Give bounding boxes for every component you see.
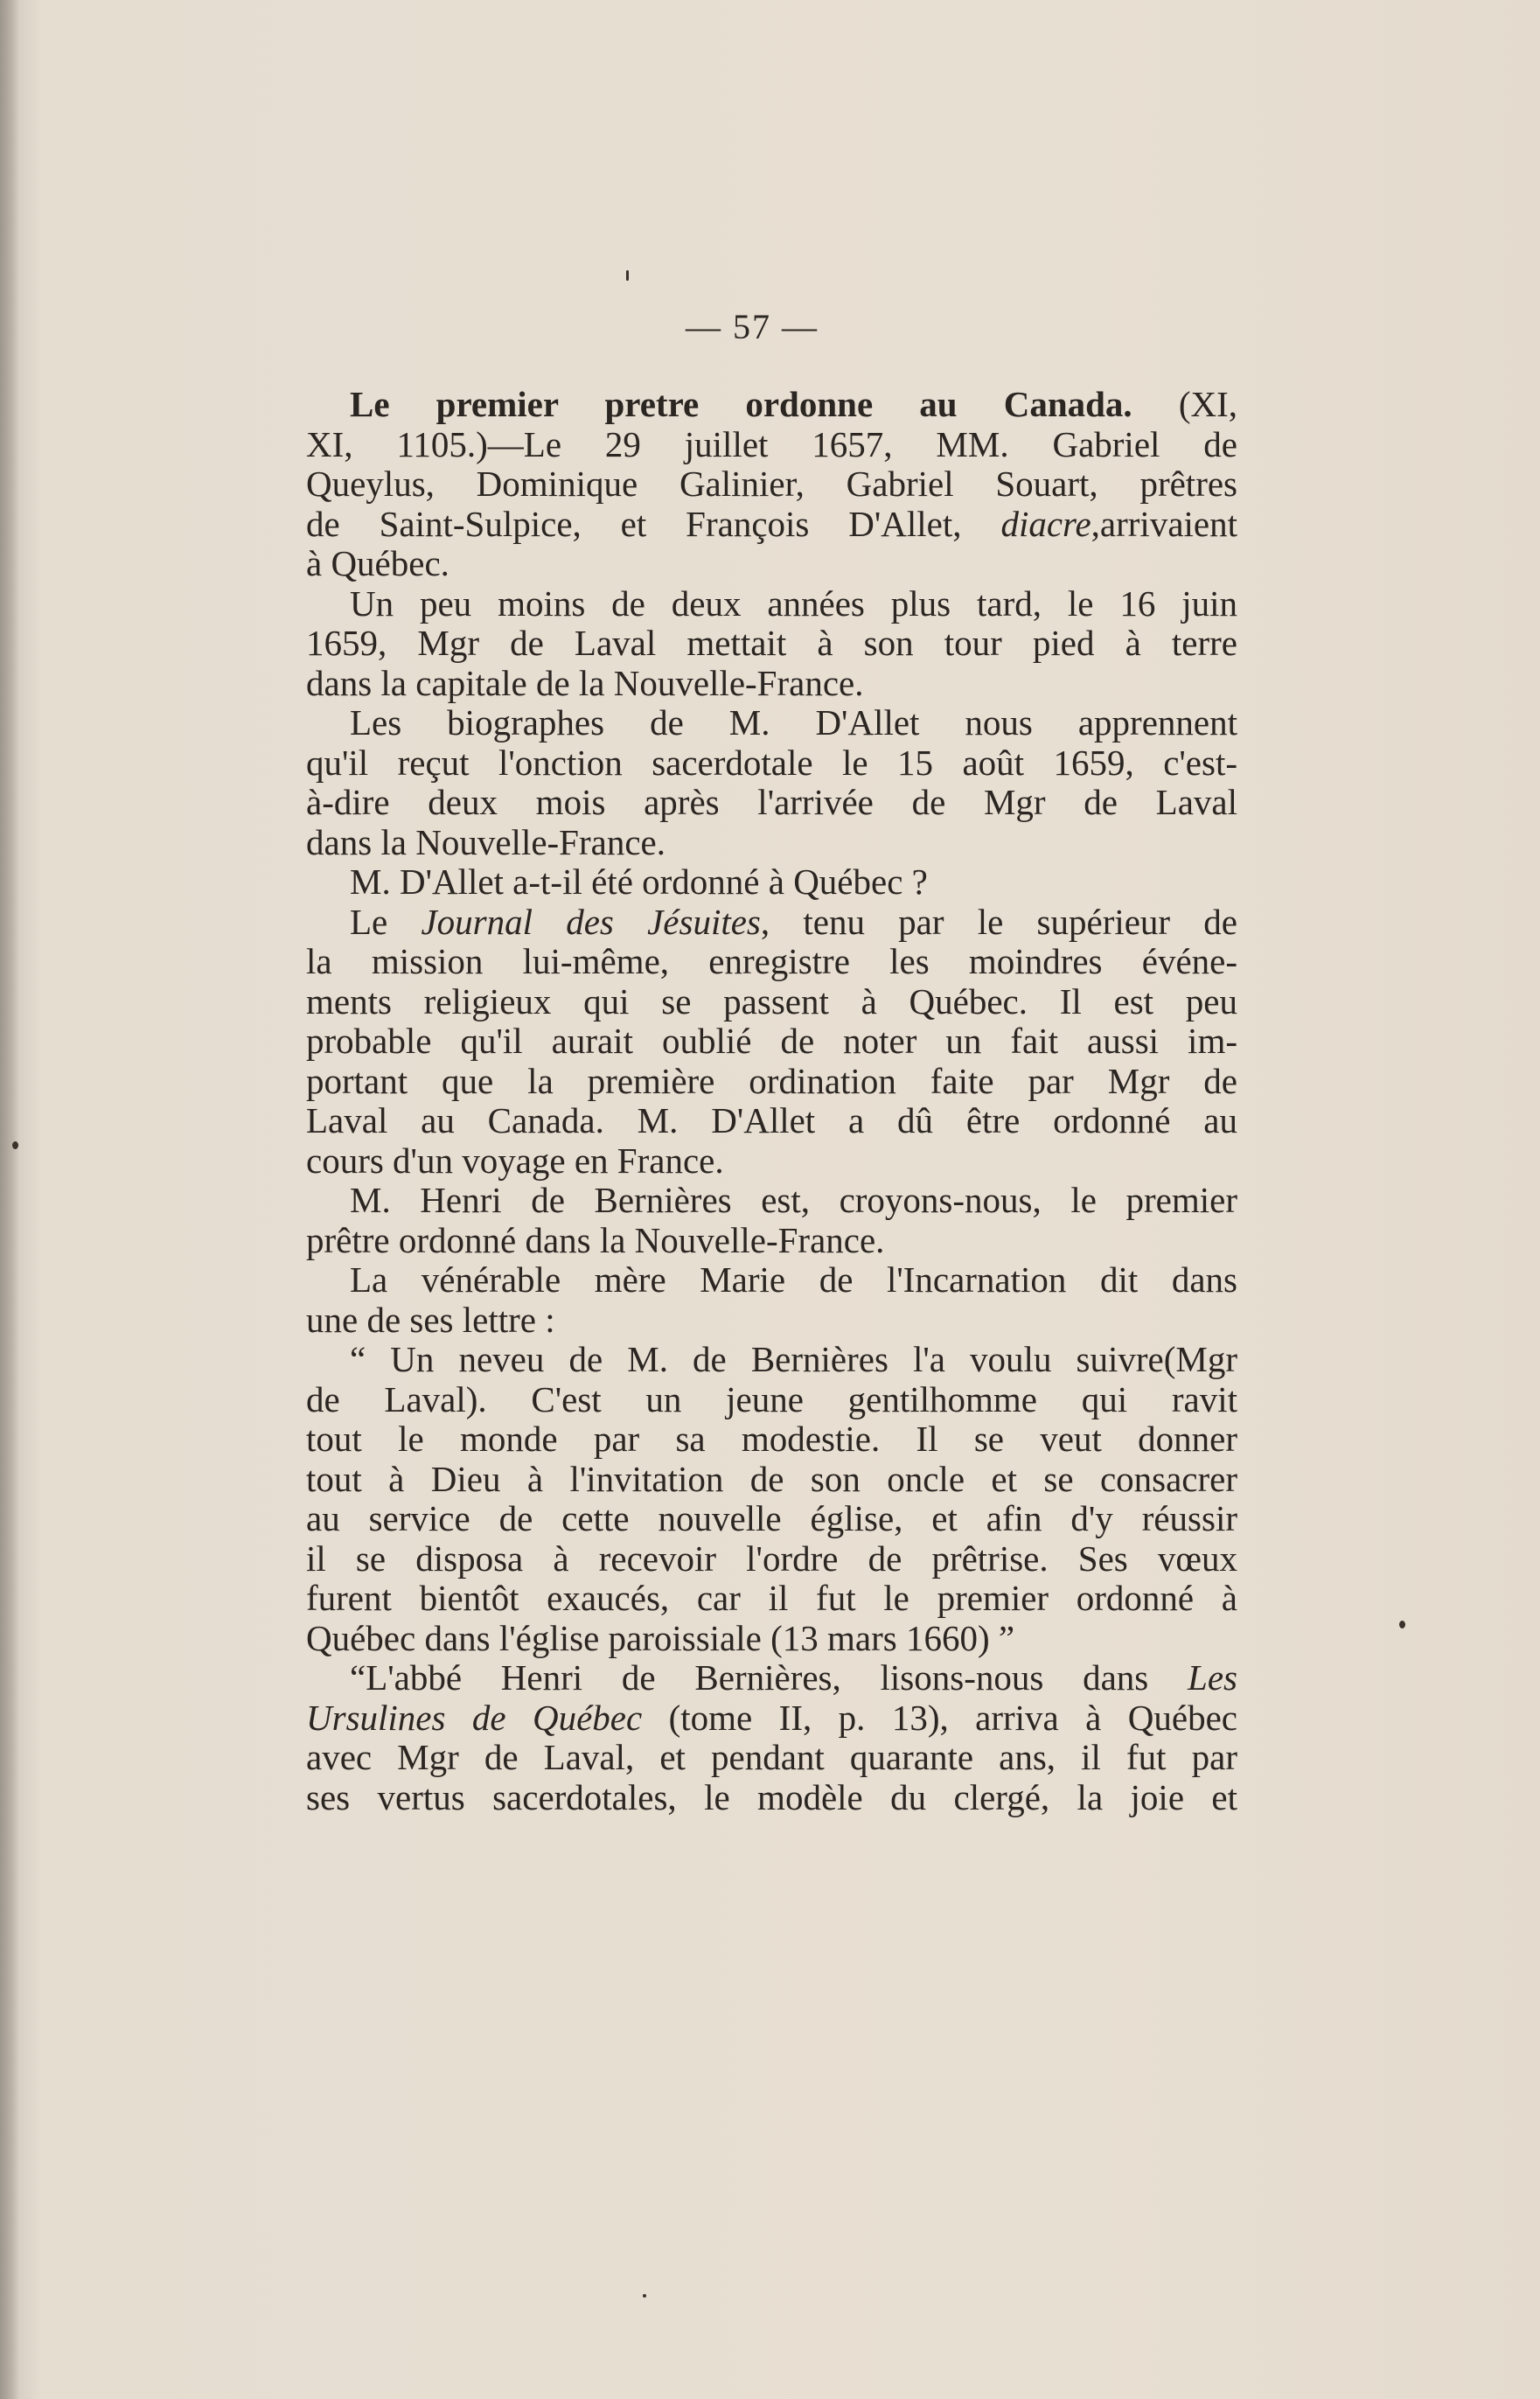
text-segment: il se disposa à recevoir l'ordre de prêtrise. Ses vœux (306, 1538, 1237, 1579)
text-segment: ses vertus sacerdotales, le modèle du clergé, la joie et (306, 1777, 1237, 1817)
binding-gutter (0, 0, 19, 2399)
text-segment: Le (350, 902, 422, 942)
text-segment: XI, 1105.)—Le 29 juillet 1657, MM. Gabriel de (306, 424, 1237, 464)
text-segment: Laval au Canada. M. D'Allet a dû être ordonné au (306, 1101, 1237, 1140)
text-line (306, 942, 1237, 982)
text-segment: (tome II, p. 13), arriva à Québec (642, 1698, 1237, 1738)
text-line (306, 425, 1237, 465)
text-segment: M. Henri de Bernières est, croyons-nous, le premier (350, 1181, 1237, 1220)
text-line (306, 385, 1237, 425)
text-segment: au service de cette nouvelle église, et afin d'y réussir (306, 1499, 1237, 1538)
text-line (306, 1101, 1237, 1141)
text-segment: de Laval). C'est un jeune gentilhomme qui ravit (306, 1379, 1237, 1419)
text-segment: probable qu'il aurait oublié de noter un fait aussi im- (306, 1022, 1237, 1061)
text-line (306, 1141, 1237, 1182)
text-segment: “L'abbé Henri de Bernières, lisons-nous dans (350, 1658, 1188, 1698)
text-segment: 1659, Mgr de Laval mettait à son tour pied à terre (306, 624, 1237, 663)
text-line (306, 1221, 1237, 1261)
text-segment: à-dire deux mois après l'arrivée de Mgr de Laval (306, 783, 1237, 822)
section-heading: Le premier pretre ordonne au Canada. (350, 385, 1132, 424)
text-line (306, 544, 1237, 584)
text-segment: (XI, (1132, 385, 1237, 424)
text-segment: Ursulines de Québec (306, 1698, 643, 1738)
text-segment: M. D'Allet a-t-il été ordonné à Québec ? (350, 862, 928, 902)
text-line (306, 1022, 1237, 1062)
ink-speck (12, 1141, 18, 1149)
text-segment: tout à Dieu à l'invitation de son oncle et se consacrer (306, 1459, 1237, 1499)
page-number: — 57 — (686, 307, 819, 346)
text-line (306, 464, 1237, 505)
text-line (306, 783, 1237, 823)
text-line (306, 1062, 1237, 1102)
text-segment: “ Un neveu de M. de Bernières l'a voulu suivre(Mgr (350, 1340, 1237, 1379)
text-line (306, 903, 1237, 943)
text-line (306, 823, 1237, 863)
text-segment: prêtre ordonné dans la Nouvelle-France. (306, 1220, 885, 1260)
text-segment: diacre (1000, 504, 1091, 544)
text-segment: cours d'un voyage en France. (306, 1140, 724, 1181)
text-line (306, 1579, 1237, 1619)
text-line (306, 1419, 1237, 1460)
text-segment: Un peu moins de deux années plus tard, le 16 juin (350, 583, 1237, 624)
text-segment: dans la capitale de la Nouvelle-France. (306, 663, 864, 703)
text-line (306, 1619, 1237, 1659)
text-line (306, 1181, 1237, 1221)
text-line (306, 1380, 1237, 1420)
text-segment: qu'il reçut l'onction sacerdotale le 15 août 1659, c'est- (306, 743, 1237, 783)
body-text (306, 385, 1237, 1817)
text-line (306, 1460, 1237, 1500)
text-segment: ,arrivaient (1091, 504, 1237, 544)
text-line (306, 584, 1237, 624)
text-line (306, 743, 1237, 784)
text-segment: dans la Nouvelle-France. (306, 822, 665, 862)
text-line (306, 1658, 1237, 1698)
text-line (306, 1778, 1237, 1818)
text-segment: de Saint-Sulpice, et François D'Allet, (306, 504, 1001, 544)
text-line (306, 1539, 1237, 1580)
text-line (306, 1260, 1237, 1301)
text-segment: portant que la première ordination faite par Mgr de (306, 1061, 1237, 1101)
text-segment: Queylus, Dominique Galinier, Gabriel Souart, prêtres (306, 464, 1237, 504)
ink-speck (626, 270, 629, 281)
text-segment: Les biographes de M. D'Allet nous apprennent (350, 703, 1237, 743)
text-line (306, 505, 1237, 545)
text-segment: à Québec. (306, 544, 449, 583)
text-segment: la mission lui-même, enregistre les moindres événe- (306, 942, 1237, 981)
text-segment: furent bientôt exaucés, car il fut le premier ordonné à (306, 1579, 1237, 1618)
text-line (306, 624, 1237, 664)
text-line (306, 1499, 1237, 1539)
text-segment: ments religieux qui se passent à Québec. Il est peu (306, 981, 1237, 1022)
text-segment: Journal des Jésuites (421, 902, 761, 942)
text-line (306, 703, 1237, 743)
text-line (306, 1738, 1237, 1778)
text-segment: La vénérable mère Marie de l'Incarnation dit dans (350, 1260, 1237, 1300)
text-segment: avec Mgr de Laval, et pendant quarante ans, il fut par (306, 1738, 1237, 1777)
text-segment: , tenu par le supérieur de (760, 902, 1237, 942)
text-line (306, 982, 1237, 1022)
text-segment: tout le monde par sa modestie. Il se veut donner (306, 1419, 1237, 1459)
text-line (306, 862, 1237, 903)
text-line (306, 1698, 1237, 1739)
text-line (306, 664, 1237, 704)
text-segment: Québec dans l'église paroissiale (13 mars 1660) ” (306, 1618, 1015, 1658)
text-segment: Les (1188, 1658, 1237, 1698)
ink-speck (1399, 1621, 1405, 1628)
ink-speck (643, 2294, 646, 2298)
text-line (306, 1340, 1237, 1380)
text-line (306, 1301, 1237, 1341)
text-segment: une de ses lettre : (306, 1300, 555, 1340)
